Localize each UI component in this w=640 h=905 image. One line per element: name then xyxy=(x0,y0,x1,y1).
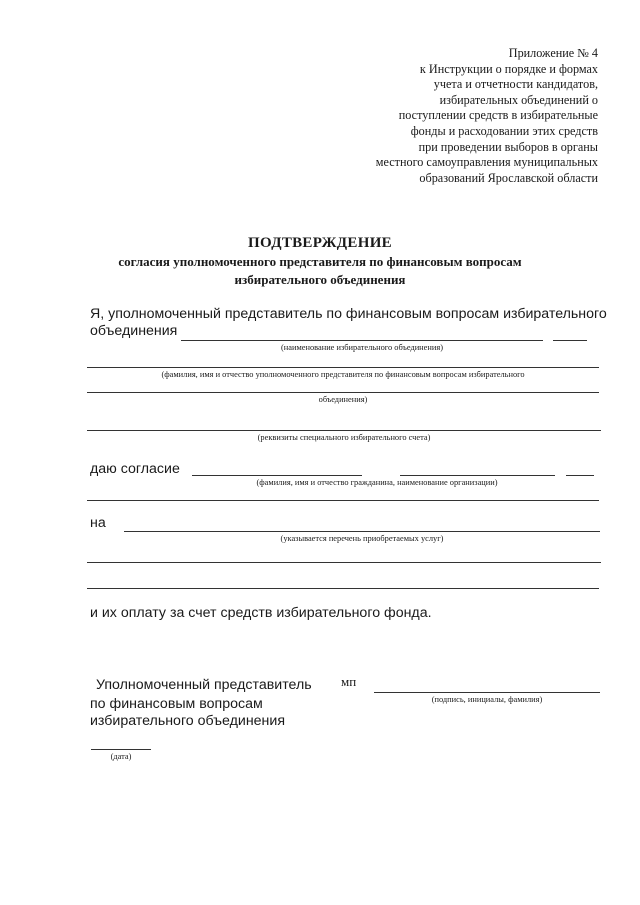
services-field-2[interactable] xyxy=(87,562,601,563)
date-caption: (дата) xyxy=(110,752,132,761)
signature-caption: (подпись, инициалы, фамилия) xyxy=(431,695,543,704)
on-label: на xyxy=(90,515,106,531)
seal-label: мп xyxy=(341,674,357,689)
signature-field[interactable] xyxy=(374,692,600,693)
signatory-role-line1: Уполномоченный представитель xyxy=(96,677,312,693)
document-subtitle-line1: согласия уполномоченного представителя по финансовым вопросам xyxy=(118,254,522,269)
consent-party-field[interactable] xyxy=(192,475,362,476)
payment-text: и их оплату за счет средств избирательного фонда. xyxy=(90,605,432,621)
services-field-3[interactable] xyxy=(87,588,599,589)
appendix-line: образований Ярославской области xyxy=(419,170,598,185)
signatory-role-line2: по финансовым вопросам xyxy=(90,696,263,712)
date-field[interactable] xyxy=(91,749,151,750)
association-name-caption: (наименование избирательного объединения) xyxy=(281,343,443,352)
intro-text-line2: объединения xyxy=(90,323,178,339)
appendix-line: Приложение № 4 xyxy=(508,46,598,60)
appendix-line: учета и отчетности кандидатов, xyxy=(433,77,598,92)
appendix-line: избирательных объединений о xyxy=(439,92,598,107)
consent-label: даю согласие xyxy=(90,461,180,477)
representative-name-caption-2: объединения) xyxy=(318,395,368,404)
appendix-line: фонды и расходовании этих средств xyxy=(410,123,598,138)
appendix-line: при проведении выборов в органы xyxy=(418,139,598,154)
appendix-block xyxy=(318,46,598,186)
document-title: ПОДТВЕРЖДЕНИЕ xyxy=(248,235,392,251)
association-name-field[interactable] xyxy=(181,340,543,341)
representative-name-field[interactable] xyxy=(87,367,599,368)
account-details-caption: (реквизиты специального избирательного счета) xyxy=(257,433,431,442)
services-field[interactable] xyxy=(124,531,600,532)
document-subtitle-line2: избирательного объединения xyxy=(234,272,406,287)
consent-party-field-tail[interactable] xyxy=(566,475,594,476)
consent-party-field-mid[interactable] xyxy=(400,475,555,476)
appendix-line: поступлении средств в избирательные xyxy=(398,108,598,123)
services-caption: (указывается перечень приобретаемых услуг) xyxy=(280,534,444,543)
intro-text-line1: Я, уполномоченный представитель по финансовым вопросам избирательного xyxy=(90,306,607,322)
representative-name-caption-1: (фамилия, имя и отчество уполномоченного представителя по финансовым вопросам избирательного xyxy=(161,370,525,379)
appendix-line: к Инструкции о порядке и формах xyxy=(419,61,598,76)
account-details-field[interactable] xyxy=(87,430,601,431)
consent-party-caption: (фамилия, имя и отчество гражданина, наименование организации) xyxy=(256,478,498,487)
representative-name-field-2[interactable] xyxy=(87,392,599,393)
appendix-line: местного самоуправления муниципальных xyxy=(375,155,598,170)
consent-party-field-2[interactable] xyxy=(87,500,599,501)
association-name-field-tail[interactable] xyxy=(553,340,587,341)
signatory-role-line3: избирательного объединения xyxy=(90,713,285,729)
